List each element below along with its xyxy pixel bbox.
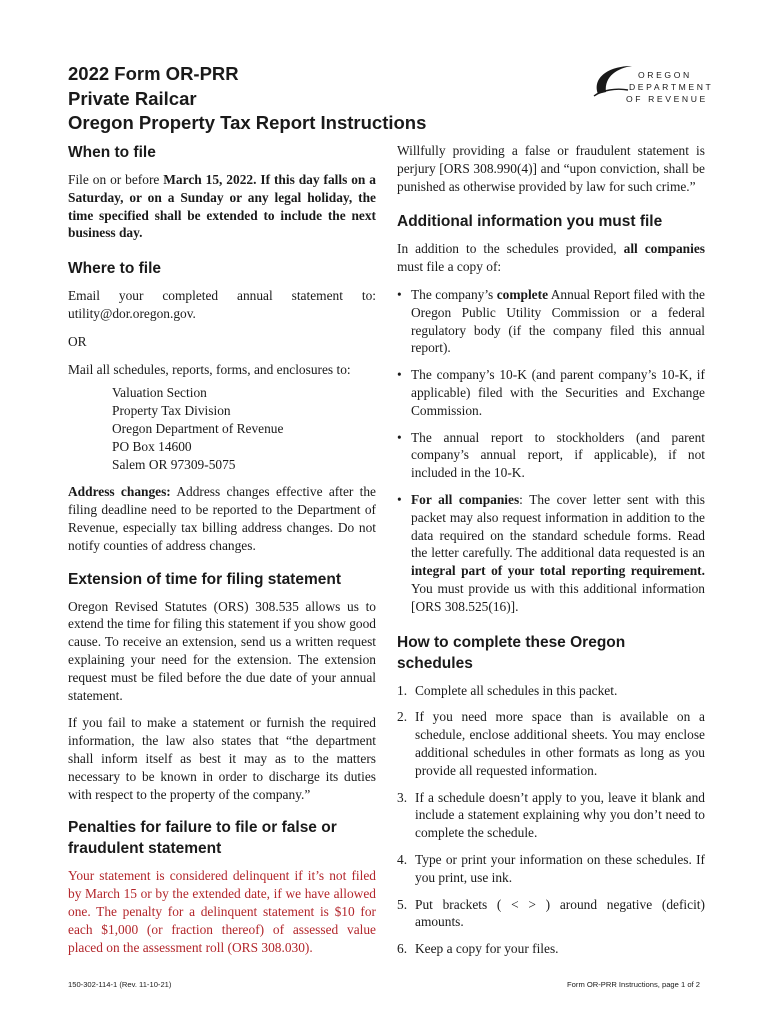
bullet-icon: •	[397, 367, 402, 383]
step-text: If you need more space than is available on a schedule, enclose additional sheets. You may enclose additional schedules in other formats as long as you provide all requested information.	[415, 709, 705, 778]
section-heading-where: Where to file	[68, 260, 162, 278]
item-text: You must provide us with this additional information [ORS 308.525(16)].	[411, 580, 705, 614]
form-number: 150-302-114-1 (Rev. 11-10-21)	[68, 980, 172, 989]
item-bold: For all companies	[411, 491, 520, 507]
section-heading-when: When to file	[68, 144, 156, 161]
list-item	[397, 940, 705, 958]
when-to-file-text	[68, 171, 376, 242]
title-line: Oregon Property Tax Report Instructions	[68, 112, 427, 133]
step-number: 2.	[397, 709, 408, 725]
step-number: 6.	[397, 941, 408, 957]
step-number: 3.	[397, 789, 408, 805]
intro-text: must file a copy of:	[397, 259, 502, 275]
address-changes-body: Address changes effective after the filing deadline need to be reported to the Department of Revenue, especially tax billing address changes. Do not notify counties of address changes.	[68, 484, 377, 553]
address-line: Valuation Section	[112, 385, 207, 401]
step-text: Complete all schedules in this packet.	[415, 682, 618, 698]
item-bold: integral part of your total reporting requirement.	[411, 563, 705, 579]
perjury-text: Willfully providing a false or fraudulent statement is perjury [ORS 308.990(4)] and “upon conviction, shall be punished as otherwise provided by law for such crime.”	[397, 143, 705, 194]
list-item	[397, 682, 705, 700]
step-number: 4.	[397, 851, 408, 867]
additional-intro	[397, 240, 705, 276]
step-text: Type or print your information on these schedules. If you print, use ink.	[415, 851, 705, 885]
step-text: Keep a copy for your files.	[415, 941, 559, 957]
mail-instruction: Mail all schedules, reports, forms, and enclosures to:	[68, 361, 351, 377]
when-text-regular: File on or before	[68, 172, 164, 187]
item-bold: complete	[496, 286, 549, 302]
list-item	[397, 789, 705, 842]
list-item	[397, 429, 705, 482]
bullet-icon: •	[397, 491, 402, 507]
bullet-icon: •	[397, 429, 402, 445]
item-text: The annual report to stockholders (and parent company’s annual report, if applicable), if not included in the 10-K.	[411, 429, 705, 481]
list-item	[397, 708, 705, 779]
address-changes-label: Address changes:	[68, 484, 171, 500]
section-heading-howto: How to complete these Oregon schedules	[397, 633, 626, 672]
address-line: Oregon Department of Revenue	[112, 420, 284, 436]
step-text: Put brackets ( < > ) around negative (deficit) amounts.	[415, 896, 705, 930]
item-text: Annual Report filed with the Oregon Public Utility Commission or a federal regulatory body (if the company filed this annual report).	[411, 286, 705, 356]
list-item	[397, 366, 705, 419]
when-text-bold: March 15, 2022. If this day falls on a Saturday, or on a Sunday or any legal holiday, the time specified shall be extended to include the next business day.	[68, 172, 376, 241]
title-line: 2022 Form OR-PRR	[68, 63, 239, 84]
or-separator: OR	[68, 333, 87, 349]
title-line: Private Railcar	[68, 87, 197, 109]
item-text: : The cover letter sent with this packet may also request information in addition to the data required on the standard schedule forms. Read the letter carefully. The additional data requested is an	[411, 491, 705, 561]
address-line: Salem OR 97309-5075	[112, 456, 236, 472]
bullet-icon: •	[397, 286, 402, 302]
section-heading-penalties: Penalties for failure to file or false or fraudulent statement	[68, 819, 337, 858]
list-item	[397, 896, 705, 932]
logo-text-line: OF REVENUE	[626, 94, 708, 104]
logo-text-line: OREGON	[638, 70, 692, 80]
step-number: 1.	[397, 682, 408, 698]
address-changes-text	[68, 483, 376, 554]
item-text: The company’s 10-K (and parent company’s 10-K, if applicable) filed with the Securities and Exchange Commission.	[411, 367, 705, 418]
extension-paragraph-2: If you fail to make a statement or furnish the required information, the law also states that “the department shall inform itself as best it may as to the matters necessary to be known in order to discharge its duties with respect to the property of the company.”	[68, 715, 376, 802]
right-column	[397, 142, 705, 970]
page-number: Form OR-PRR Instructions, page 1 of 2	[567, 980, 700, 989]
address-line: Property Tax Division	[112, 403, 231, 419]
steps-list	[397, 682, 705, 958]
list-item	[397, 286, 705, 357]
list-item	[397, 491, 705, 616]
extension-paragraph-1: Oregon Revised Statutes (ORS) 308.535 allows us to extend the time for filing this statement if you show good cause. To receive an extension, send us a written request explaining your need for the extension. The extension request must be filed before the due date of your annual statement.	[68, 598, 376, 703]
list-item	[397, 851, 705, 887]
mailing-address	[112, 384, 376, 473]
logo-text-line: DEPARTMENT	[629, 82, 714, 92]
page-title	[68, 62, 488, 136]
intro-text: In addition to the schedules provided,	[397, 241, 624, 257]
delinquency-penalty-text: Your statement is considered delinquent if it’s not filed by March 15 or by the extended date, if we have allowed one. The penalty for a delinquent statement is $10 for each $1,000 (or fraction thereof) of assessed value placed on the assessment roll (ORS 308.030).	[68, 868, 376, 955]
step-number: 5.	[397, 896, 408, 912]
item-text: The company’s	[411, 286, 497, 302]
section-heading-additional: Additional information you must file	[397, 213, 663, 231]
required-documents-list	[397, 286, 705, 616]
step-text: If a schedule doesn’t apply to you, leave it blank and include a statement explaining why you don’t need to complete the schedule.	[415, 789, 705, 841]
email-instruction: Email your completed annual statement to: utility@dor.oregon.gov.	[68, 288, 376, 321]
oregon-dor-logo	[588, 60, 714, 106]
left-column	[68, 142, 376, 966]
intro-bold: all companies	[623, 241, 705, 257]
address-line: PO Box 14600	[112, 438, 192, 454]
section-heading-extension: Extension of time for filing statement	[68, 570, 341, 588]
